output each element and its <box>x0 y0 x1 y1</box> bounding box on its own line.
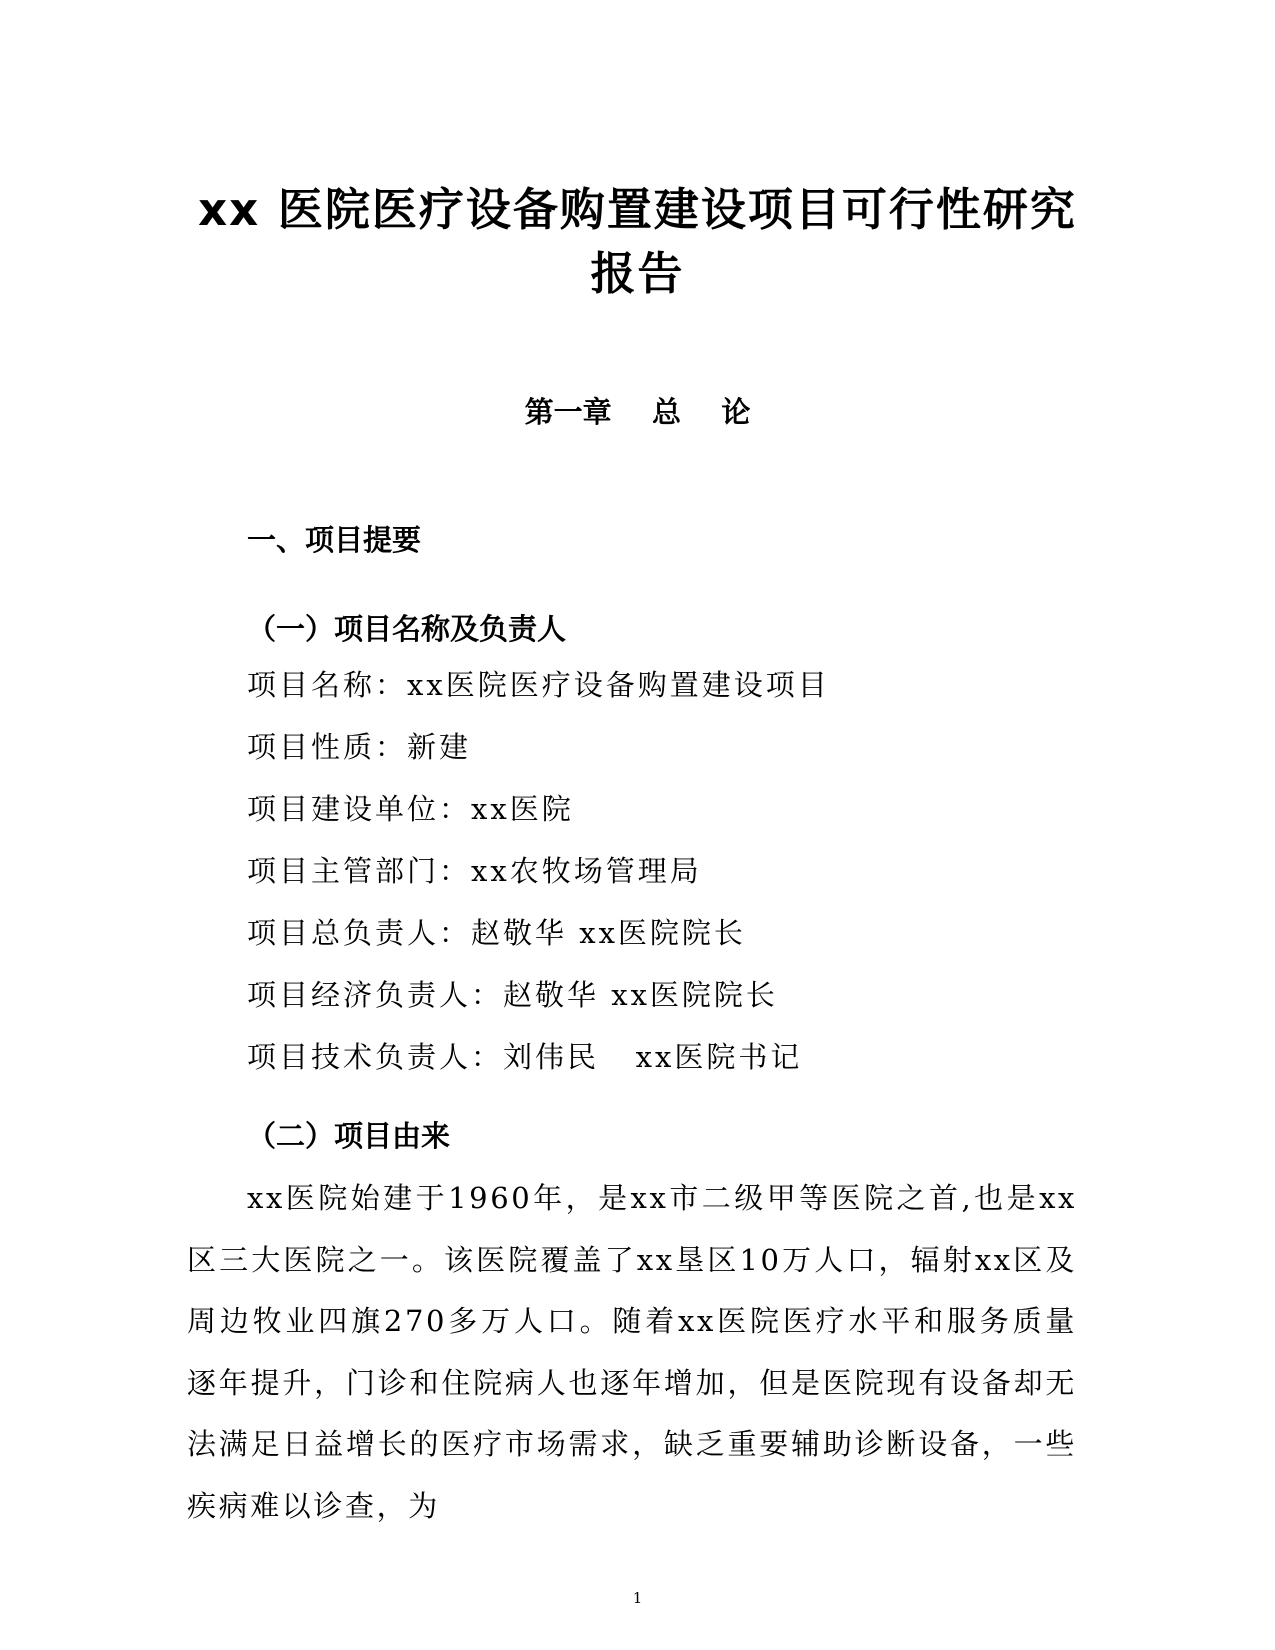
info-row-construction-unit: 项目建设单位：xx医院 <box>247 792 574 826</box>
info-row-economic-manager: 项目经济负责人：赵敬华 xx医院院长 <box>247 978 778 1012</box>
section-heading-project-summary: 一、项目提要 <box>247 523 422 557</box>
info-row-technical-manager: 项目技术负责人：刘伟民 xx医院书记 <box>247 1040 803 1074</box>
subsection-heading-project-name: （一）项目名称及负责人 <box>247 612 567 646</box>
info-row-supervising-department: 项目主管部门：xx农牧场管理局 <box>247 854 702 888</box>
project-info-list <box>247 665 830 1099</box>
subsection-heading-project-origin: （二）项目由来 <box>247 1119 451 1153</box>
project-origin-paragraph: xx医院始建于1960年，是xx市二级甲等医院之首,也是xx区三大医院之一。该医院覆盖了xx垦区10万人口，辐射xx区及周边牧业四旗270多万人口。随着xx医院医疗水平和服务质量逐年提升，门诊和住院病人也逐年增加，但是医院现有设备却无法满足日益增长的医疗市场需求，缺乏重要辅助诊断设备，一些疾病难以诊查，为 <box>187 1181 1077 1523</box>
info-row-general-manager: 项目总负责人：赵敬华 xx医院院长 <box>247 916 746 950</box>
page-number: 1 <box>632 1589 643 1607</box>
info-row-project-nature: 项目性质：新建 <box>247 730 472 764</box>
chapter-title: 第一章 总 论 <box>524 395 751 429</box>
document-title: xx 医院医疗设备购置建设项目可行性研究报告 <box>198 183 1077 300</box>
info-row-project-name: 项目名称：xx医院医疗设备购置建设项目 <box>247 668 830 702</box>
